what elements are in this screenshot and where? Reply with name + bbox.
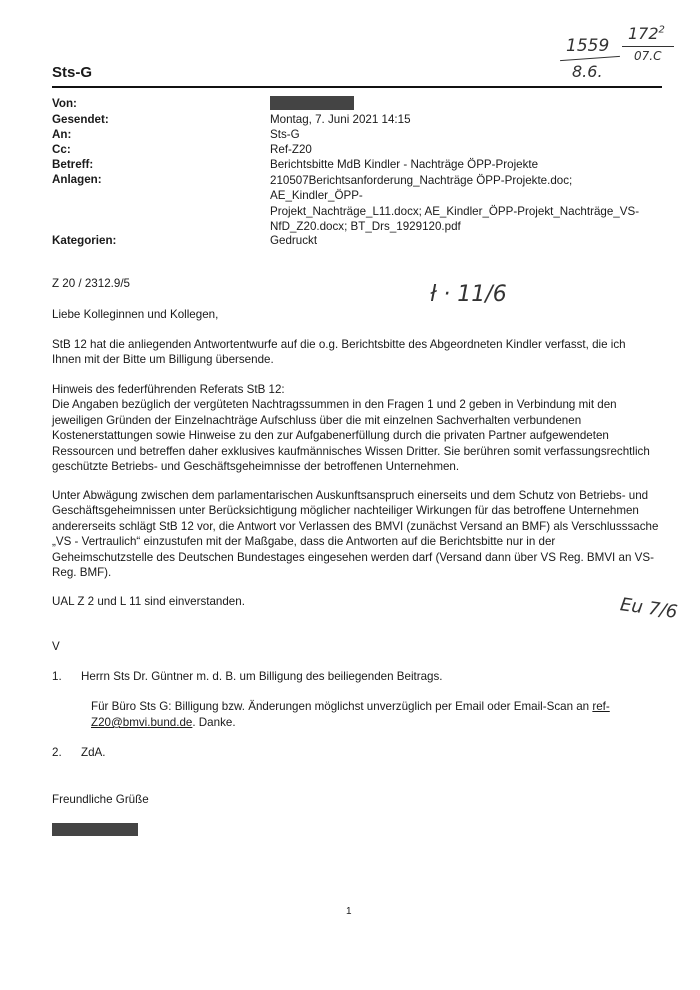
field-label-gesendet: Gesendet: (52, 113, 109, 126)
field-label-anlagen: Anlagen: (52, 173, 102, 186)
item-2-text: ZdA. (81, 746, 106, 759)
text-line: Hinweis des federführenden Referats StB 12: (52, 383, 285, 396)
v-mark: V (52, 640, 60, 653)
text-line: Die Angaben bezüglich der vergüteten Nachtragssummen in den Fragen 1 und 2 geben in Verbindung mit den (52, 398, 617, 412)
redaction-von (270, 96, 354, 110)
handwritten-date: 8.6. (572, 62, 603, 81)
paragraph-intro (52, 337, 662, 368)
text-line: jeweiligen Gründen der Einzelnachträge Aufschluss über die mit einzelnen Sachverhalten verbundenen (52, 413, 582, 427)
text-line: Reg. BMF). (52, 566, 112, 580)
text-line: Ihnen mit der Bitte um Billigung übersende. (52, 353, 274, 367)
paragraph-abwaegung (52, 488, 662, 580)
text-line: Unter Abwägung zwischen dem parlamentarischen Auskunftsanspruch einerseits und dem Schutz von Betriebs- und (52, 489, 649, 502)
field-label-an: An: (52, 128, 72, 141)
handwritten-number-172-sup: 2 (658, 24, 665, 36)
field-value-kategorien: Gedruckt (270, 234, 318, 247)
field-value-gesendet: Montag, 7. Juni 2021 14:15 (270, 113, 411, 126)
sender-title: Sts-G (52, 64, 93, 81)
handwritten-fraction-line (622, 46, 674, 47)
email-link[interactable]: Z20@bmvi.bund.de (91, 716, 193, 729)
field-label-kategorien: Kategorien: (52, 234, 117, 247)
text-line: geschützte Betriebs- und Geschäftsgeheimnisse der betroffenen Unternehmen. (52, 460, 460, 474)
note-line-2 (91, 716, 236, 729)
header-divider (52, 86, 662, 88)
handwritten-ref-07c: 07.C (634, 49, 662, 63)
field-label-von: Von: (52, 97, 77, 110)
redaction-signature (52, 823, 138, 836)
text-line: Geheimschutzstelle des Deutschen Bundestages eingesehen werden darf (Versand dann über VS Reg. BMVI an VS- (52, 550, 654, 564)
attachment-line: Projekt_Nachträge_L11.docx; AE_Kindler_ÖPP-Projekt_Nachträge_VS- (270, 204, 640, 218)
note-end: . Danke. (192, 716, 236, 729)
field-value-betreff: Berichtsbitte MdB Kindler - Nachträge ÖPP-Projekte (270, 158, 539, 171)
handwritten-number-1559: 1559 (566, 36, 610, 56)
text-line: Ressourcen und betreffen daher exklusives kaufmännisches Wissen Dritter. Sie berühren somit verfassungsrechtlich (52, 444, 650, 458)
note-text: Für Büro Sts G: Billigung bzw. Änderungen möglichst unverzüglich per Email oder Email-Scan an (91, 700, 590, 713)
field-label-cc: Cc: (52, 143, 71, 156)
attachments-list (270, 173, 660, 235)
field-value-cc: Ref-Z20 (270, 143, 312, 156)
text-line: Geschäftsgeheimnissen unter Berücksichtigung möglicher nachteiliger Wirkungen für das betroffene Unternehmen (52, 504, 639, 518)
handwritten-number-172 (628, 24, 665, 43)
closing: Freundliche Grüße (52, 793, 149, 806)
field-value-an: Sts-G (270, 128, 300, 141)
item-1-number: 1. (52, 670, 62, 683)
item-1-text: Herrn Sts Dr. Güntner m. d. B. um Billigung des beiliegenden Beitrags. (81, 670, 443, 683)
attachment-line: NfD_Z20.docx; BT_Drs_1929120.pdf (270, 220, 461, 234)
reference-number: Z 20 / 2312.9/5 (52, 277, 130, 290)
greeting: Liebe Kolleginnen und Kollegen, (52, 308, 219, 321)
text-line: StB 12 hat die anliegenden Antwortentwurfe auf die o.g. Berichtsbitte des Abgeordneten Kindler verfasst, die ich (52, 338, 626, 351)
field-label-betreff: Betreff: (52, 158, 94, 171)
attachment-line: 210507Berichtsanforderung_Nachträge ÖPP-Projekte.doc; AE_Kindler_ÖPP- (270, 174, 573, 203)
text-line: „VS - Vertraulich“ einzustufen mit der Maßgabe, dass die Antworten auf die Berichtsbitte nur in der (52, 535, 556, 549)
paragraph-agreement: UAL Z 2 und L 11 sind einverstanden. (52, 595, 245, 608)
handwritten-underline (560, 56, 620, 61)
email-link-part1[interactable]: ref- (592, 700, 610, 713)
handwritten-initials: ł · 11/6 (430, 282, 507, 307)
handwritten-number-172-main: 172 (628, 24, 659, 43)
paragraph-hinweis (52, 382, 662, 474)
note-line-1 (91, 700, 610, 713)
text-line: Kostenerstattungen sowie Hinweise zu den zur Aufgabenerfüllung durch die privaten Partner aufgewendeten (52, 429, 609, 443)
text-line: andererseits schlägt StB 12 vor, die Antwort vor Verlassen des BMVI (zunächst Versand an BMF) als Verschlusssache (52, 519, 659, 533)
page-number: 1 (346, 906, 352, 917)
handwritten-initials-right: Eu 7/6 (618, 594, 679, 623)
item-2-number: 2. (52, 746, 62, 759)
